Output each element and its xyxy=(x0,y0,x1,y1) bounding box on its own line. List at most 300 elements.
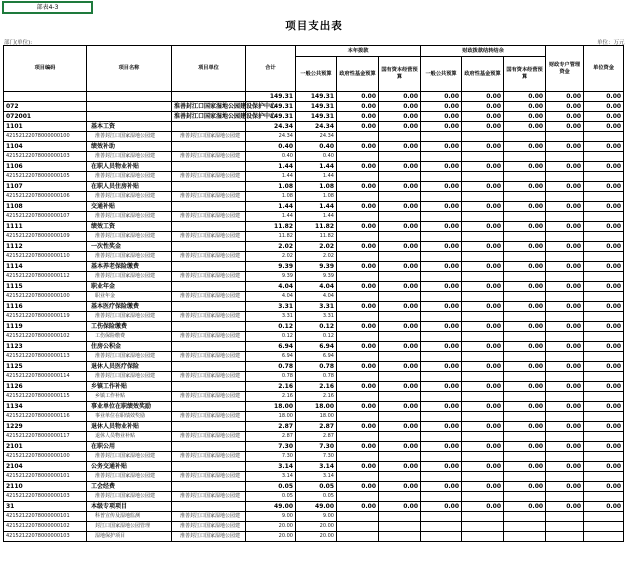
table-cell-v6[interactable]: 0.00 xyxy=(504,342,546,352)
table-cell-v2[interactable] xyxy=(337,372,379,382)
table-cell-v1[interactable]: 24.34 xyxy=(296,132,337,142)
table-cell-v7[interactable]: 0.00 xyxy=(546,182,584,192)
table-cell-v3[interactable] xyxy=(379,352,421,362)
table-cell-v4[interactable] xyxy=(421,392,462,402)
table-cell-v4[interactable] xyxy=(421,452,462,462)
table-cell-name[interactable]: 淮善封江口国家湿地公园建 xyxy=(87,452,172,462)
table-cell-v4[interactable]: 0.00 xyxy=(421,502,462,512)
table-cell-v4[interactable] xyxy=(421,352,462,362)
table-cell-total[interactable]: 20.00 xyxy=(246,532,296,542)
table-cell-v3[interactable] xyxy=(379,452,421,462)
table-cell-v4[interactable]: 0.00 xyxy=(421,202,462,212)
table-cell-v5[interactable] xyxy=(462,192,504,202)
table-cell-v3[interactable] xyxy=(379,332,421,342)
table-cell-v3[interactable]: 0.00 xyxy=(379,482,421,492)
table-cell-v3[interactable]: 0.00 xyxy=(379,262,421,272)
table-cell-code[interactable]: 31 xyxy=(4,502,87,512)
table-cell-code[interactable]: 1111 xyxy=(4,222,87,232)
table-cell-v1[interactable]: 3.14 xyxy=(296,462,337,472)
table-cell-v6[interactable] xyxy=(504,492,546,502)
table-cell-v4[interactable] xyxy=(421,432,462,442)
table-cell-v5[interactable]: 0.00 xyxy=(462,182,504,192)
table-cell-v4[interactable]: 0.00 xyxy=(421,422,462,432)
table-cell-total[interactable]: 6.94 xyxy=(246,342,296,352)
table-cell-v3[interactable]: 0.00 xyxy=(379,462,421,472)
table-cell-unit[interactable]: 淮善封江口国家湿地公园建 xyxy=(172,212,246,222)
table-cell-v7[interactable] xyxy=(546,392,584,402)
table-cell-unit[interactable]: 淮善封江口国家湿地公园建 xyxy=(172,312,246,322)
table-cell-name[interactable]: 退休人员物业补贴 xyxy=(87,422,172,432)
table-cell-name[interactable] xyxy=(87,92,172,102)
table-cell-code[interactable]: 1107 xyxy=(4,182,87,192)
table-cell-v8[interactable]: 0.00 xyxy=(584,122,624,132)
table-cell-unit[interactable] xyxy=(172,382,246,392)
table-cell-v6[interactable] xyxy=(504,192,546,202)
table-cell-unit[interactable] xyxy=(172,222,246,232)
table-cell-v1[interactable]: 1.44 xyxy=(296,202,337,212)
table-cell-v6[interactable]: 0.00 xyxy=(504,222,546,232)
table-cell-name[interactable]: 本级专项项目 xyxy=(87,502,172,512)
table-cell-unit[interactable]: 淮善封江口国家湿地公园建 xyxy=(172,252,246,262)
table-cell-v5[interactable]: 0.00 xyxy=(462,462,504,472)
table-cell-v4[interactable]: 0.00 xyxy=(421,442,462,452)
table-cell-v4[interactable]: 0.00 xyxy=(421,322,462,332)
table-cell-code[interactable]: 42152122078000000106 xyxy=(4,192,87,202)
table-cell-v4[interactable] xyxy=(421,152,462,162)
table-cell-code[interactable]: 42152122078000000117 xyxy=(4,432,87,442)
table-cell-v2[interactable] xyxy=(337,412,379,422)
table-cell-v1[interactable]: 7.30 xyxy=(296,442,337,452)
table-cell-v4[interactable] xyxy=(421,472,462,482)
table-cell-v8[interactable] xyxy=(584,252,624,262)
table-cell-code[interactable]: 1106 xyxy=(4,162,87,172)
table-cell-v3[interactable] xyxy=(379,272,421,282)
table-cell-v2[interactable] xyxy=(337,432,379,442)
table-cell-v2[interactable] xyxy=(337,212,379,222)
table-cell-name[interactable]: 淮善封江口国家湿地公园建 xyxy=(87,152,172,162)
table-cell-v6[interactable]: 0.00 xyxy=(504,122,546,132)
table-cell-unit[interactable]: 淮善封江口国家湿地公园建 xyxy=(172,512,246,522)
table-cell-v8[interactable]: 0.00 xyxy=(584,302,624,312)
table-cell-name[interactable]: 封江口国家湿地公园管理 xyxy=(87,522,172,532)
table-cell-unit[interactable] xyxy=(172,92,246,102)
table-cell-v5[interactable] xyxy=(462,522,504,532)
table-cell-total[interactable]: 2.02 xyxy=(246,242,296,252)
table-cell-v3[interactable] xyxy=(379,512,421,522)
table-cell-v6[interactable]: 0.00 xyxy=(504,142,546,152)
table-cell-unit[interactable]: 淮善封江口国家湿地公园建 xyxy=(172,172,246,182)
table-cell-v7[interactable]: 0.00 xyxy=(546,282,584,292)
table-cell-v4[interactable]: 0.00 xyxy=(421,362,462,372)
table-cell-v2[interactable] xyxy=(337,192,379,202)
table-cell-total[interactable]: 1.08 xyxy=(246,192,296,202)
table-cell-v4[interactable] xyxy=(421,312,462,322)
table-cell-v2[interactable]: 0.00 xyxy=(337,222,379,232)
table-cell-code[interactable]: 1125 xyxy=(4,362,87,372)
table-cell-unit[interactable]: 淮善封江口国家湿地公园建 xyxy=(172,412,246,422)
table-cell-total[interactable]: 7.30 xyxy=(246,442,296,452)
table-cell-v3[interactable]: 0.00 xyxy=(379,302,421,312)
table-cell-v2[interactable] xyxy=(337,312,379,322)
table-cell-v7[interactable]: 0.00 xyxy=(546,262,584,272)
table-cell-v7[interactable]: 0.00 xyxy=(546,382,584,392)
table-cell-name[interactable]: 基本养老保险缴费 xyxy=(87,262,172,272)
table-cell-v6[interactable] xyxy=(504,252,546,262)
table-cell-v4[interactable] xyxy=(421,132,462,142)
table-cell-v1[interactable]: 1.44 xyxy=(296,162,337,172)
table-cell-code[interactable]: 072001 xyxy=(4,112,87,122)
table-cell-total[interactable]: 49.00 xyxy=(246,502,296,512)
table-cell-code[interactable]: 2101 xyxy=(4,442,87,452)
table-cell-v8[interactable] xyxy=(584,212,624,222)
table-cell-v3[interactable]: 0.00 xyxy=(379,122,421,132)
table-cell-unit[interactable]: 淮善封江口国家湿地公园建 xyxy=(172,292,246,302)
table-cell-v7[interactable] xyxy=(546,472,584,482)
table-cell-v4[interactable] xyxy=(421,512,462,522)
table-cell-total[interactable]: 1.44 xyxy=(246,172,296,182)
table-cell-v4[interactable]: 0.00 xyxy=(421,402,462,412)
table-cell-v4[interactable]: 0.00 xyxy=(421,382,462,392)
table-cell-v5[interactable]: 0.00 xyxy=(462,382,504,392)
table-cell-v8[interactable]: 0.00 xyxy=(584,502,624,512)
table-cell-total[interactable]: 3.31 xyxy=(246,312,296,322)
table-cell-v2[interactable]: 0.00 xyxy=(337,302,379,312)
table-cell-v4[interactable] xyxy=(421,492,462,502)
table-cell-v6[interactable] xyxy=(504,392,546,402)
table-cell-v3[interactable]: 0.00 xyxy=(379,162,421,172)
table-cell-name[interactable]: 基本医疗保险缴费 xyxy=(87,302,172,312)
table-cell-code[interactable]: 072 xyxy=(4,102,87,112)
table-cell-name[interactable]: 交通补贴 xyxy=(87,202,172,212)
table-cell-v7[interactable]: 0.00 xyxy=(546,92,584,102)
table-cell-v2[interactable]: 0.00 xyxy=(337,502,379,512)
table-cell-v1[interactable]: 9.00 xyxy=(296,512,337,522)
table-cell-v3[interactable]: 0.00 xyxy=(379,142,421,152)
table-cell-v2[interactable]: 0.00 xyxy=(337,482,379,492)
table-cell-total[interactable]: 24.34 xyxy=(246,132,296,142)
table-cell-total[interactable]: 3.14 xyxy=(246,462,296,472)
table-cell-v5[interactable] xyxy=(462,412,504,422)
table-cell-total[interactable]: 2.02 xyxy=(246,252,296,262)
table-cell-v6[interactable]: 0.00 xyxy=(504,402,546,412)
table-cell-name[interactable]: 在职公用 xyxy=(87,442,172,452)
table-cell-total[interactable]: 6.94 xyxy=(246,352,296,362)
table-cell-unit[interactable]: 淮善封江口国家湿地公园建 xyxy=(172,432,246,442)
table-cell-v5[interactable] xyxy=(462,372,504,382)
table-cell-v1[interactable]: 24.34 xyxy=(296,122,337,132)
table-cell-v5[interactable] xyxy=(462,212,504,222)
table-cell-total[interactable]: 0.40 xyxy=(246,152,296,162)
table-cell-v5[interactable] xyxy=(462,472,504,482)
table-cell-total[interactable]: 7.30 xyxy=(246,452,296,462)
table-cell-v7[interactable]: 0.00 xyxy=(546,502,584,512)
table-cell-v5[interactable]: 0.00 xyxy=(462,482,504,492)
table-cell-unit[interactable]: 淮善封江口国家湿地公园建设保护中心 xyxy=(172,112,246,122)
table-cell-v5[interactable] xyxy=(462,352,504,362)
table-cell-v7[interactable]: 0.00 xyxy=(546,142,584,152)
table-cell-v7[interactable] xyxy=(546,192,584,202)
table-cell-total[interactable]: 24.34 xyxy=(246,122,296,132)
table-cell-v6[interactable] xyxy=(504,412,546,422)
table-cell-unit[interactable] xyxy=(172,442,246,452)
table-cell-unit[interactable]: 淮善封江口国家湿地公园建 xyxy=(172,392,246,402)
table-cell-v1[interactable]: 2.02 xyxy=(296,242,337,252)
table-cell-v2[interactable] xyxy=(337,172,379,182)
table-cell-v8[interactable] xyxy=(584,192,624,202)
table-cell-v2[interactable]: 0.00 xyxy=(337,182,379,192)
table-cell-v1[interactable]: 0.78 xyxy=(296,362,337,372)
table-cell-v2[interactable]: 0.00 xyxy=(337,92,379,102)
table-cell-name[interactable]: 淮善封江口国家湿地公园建 xyxy=(87,472,172,482)
table-cell-v7[interactable]: 0.00 xyxy=(546,112,584,122)
table-cell-v6[interactable] xyxy=(504,532,546,542)
table-cell-v8[interactable] xyxy=(584,522,624,532)
table-cell-v6[interactable]: 0.00 xyxy=(504,282,546,292)
table-cell-unit[interactable] xyxy=(172,422,246,432)
table-cell-v1[interactable]: 3.31 xyxy=(296,312,337,322)
table-cell-v3[interactable] xyxy=(379,312,421,322)
table-cell-v1[interactable]: 6.94 xyxy=(296,352,337,362)
table-cell-v7[interactable] xyxy=(546,352,584,362)
table-cell-v6[interactable] xyxy=(504,272,546,282)
table-cell-v2[interactable]: 0.00 xyxy=(337,362,379,372)
table-cell-name[interactable]: 科普宣传及湿地监测 xyxy=(87,512,172,522)
table-cell-v3[interactable]: 0.00 xyxy=(379,222,421,232)
table-cell-v6[interactable] xyxy=(504,512,546,522)
table-cell-total[interactable]: 0.05 xyxy=(246,482,296,492)
table-cell-v6[interactable]: 0.00 xyxy=(504,322,546,332)
table-cell-v7[interactable] xyxy=(546,272,584,282)
table-cell-v7[interactable]: 0.00 xyxy=(546,462,584,472)
table-cell-total[interactable]: 0.78 xyxy=(246,372,296,382)
table-cell-unit[interactable] xyxy=(172,282,246,292)
table-cell-v2[interactable]: 0.00 xyxy=(337,282,379,292)
table-cell-v4[interactable] xyxy=(421,232,462,242)
table-cell-v6[interactable]: 0.00 xyxy=(504,182,546,192)
table-cell-name[interactable]: 事业单位在职绩效奖励 xyxy=(87,412,172,422)
table-cell-v6[interactable]: 0.00 xyxy=(504,442,546,452)
table-cell-v8[interactable] xyxy=(584,232,624,242)
table-cell-v4[interactable] xyxy=(421,172,462,182)
table-cell-unit[interactable] xyxy=(172,342,246,352)
table-cell-code[interactable]: 42152122078000000102 xyxy=(4,332,87,342)
table-cell-v6[interactable]: 0.00 xyxy=(504,202,546,212)
table-cell-total[interactable]: 18.00 xyxy=(246,412,296,422)
table-cell-v8[interactable] xyxy=(584,352,624,362)
table-cell-unit[interactable]: 淮善封江口国家湿地公园建 xyxy=(172,372,246,382)
table-cell-name[interactable]: 事业单位在职绩效奖励 xyxy=(87,402,172,412)
table-cell-v8[interactable] xyxy=(584,492,624,502)
table-cell-v7[interactable]: 0.00 xyxy=(546,162,584,172)
table-cell-unit[interactable] xyxy=(172,502,246,512)
table-cell-code[interactable]: 1126 xyxy=(4,382,87,392)
table-cell-v5[interactable]: 0.00 xyxy=(462,262,504,272)
table-cell-v1[interactable]: 0.40 xyxy=(296,142,337,152)
table-cell-code[interactable]: 2104 xyxy=(4,462,87,472)
table-cell-unit[interactable]: 淮善封江口国家湿地公园建 xyxy=(172,452,246,462)
table-cell-code[interactable]: 42152122078000000101 xyxy=(4,512,87,522)
table-cell-v5[interactable]: 0.00 xyxy=(462,302,504,312)
table-cell-v7[interactable] xyxy=(546,512,584,522)
table-cell-v3[interactable]: 0.00 xyxy=(379,202,421,212)
table-cell-code[interactable]: 1134 xyxy=(4,402,87,412)
table-cell-name[interactable]: 淮善封江口国家湿地公园建 xyxy=(87,252,172,262)
table-cell-v7[interactable]: 0.00 xyxy=(546,322,584,332)
table-cell-v8[interactable] xyxy=(584,332,624,342)
table-cell-v8[interactable]: 0.00 xyxy=(584,182,624,192)
table-cell-v8[interactable] xyxy=(584,152,624,162)
table-cell-v5[interactable] xyxy=(462,292,504,302)
table-cell-v1[interactable]: 2.87 xyxy=(296,432,337,442)
table-cell-unit[interactable]: 淮善封江口国家湿地公园建 xyxy=(172,332,246,342)
table-cell-name[interactable]: 在职人员物业补贴 xyxy=(87,162,172,172)
table-cell-v7[interactable] xyxy=(546,312,584,322)
table-cell-v7[interactable] xyxy=(546,372,584,382)
table-cell-total[interactable]: 11.82 xyxy=(246,222,296,232)
table-cell-v4[interactable]: 0.00 xyxy=(421,462,462,472)
table-cell-v7[interactable]: 0.00 xyxy=(546,222,584,232)
table-cell-v5[interactable] xyxy=(462,492,504,502)
table-cell-v5[interactable] xyxy=(462,452,504,462)
table-cell-v5[interactable]: 0.00 xyxy=(462,362,504,372)
table-cell-unit[interactable] xyxy=(172,202,246,212)
table-cell-v4[interactable]: 0.00 xyxy=(421,302,462,312)
table-cell-unit[interactable]: 淮善封江口国家湿地公园建 xyxy=(172,472,246,482)
table-cell-code[interactable]: 42152122078000000110 xyxy=(4,252,87,262)
table-cell-code[interactable]: 1112 xyxy=(4,242,87,252)
table-cell-v4[interactable] xyxy=(421,192,462,202)
table-cell-v4[interactable]: 0.00 xyxy=(421,142,462,152)
table-cell-v8[interactable] xyxy=(584,432,624,442)
table-cell-v6[interactable] xyxy=(504,522,546,532)
table-cell-unit[interactable]: 淮善封江口国家湿地公园建 xyxy=(172,272,246,282)
table-cell-v4[interactable]: 0.00 xyxy=(421,102,462,112)
table-cell-code[interactable]: 1114 xyxy=(4,262,87,272)
table-cell-name[interactable]: 职业年金 xyxy=(87,292,172,302)
table-cell-v7[interactable]: 0.00 xyxy=(546,202,584,212)
table-cell-code[interactable]: 1123 xyxy=(4,342,87,352)
table-cell-v2[interactable] xyxy=(337,332,379,342)
table-cell-v7[interactable] xyxy=(546,232,584,242)
table-cell-v5[interactable] xyxy=(462,512,504,522)
table-cell-code[interactable]: 1229 xyxy=(4,422,87,432)
table-cell-v1[interactable]: 3.31 xyxy=(296,302,337,312)
table-cell-unit[interactable]: 淮善封江口国家湿地公园建 xyxy=(172,352,246,362)
table-cell-unit[interactable] xyxy=(172,462,246,472)
table-cell-v3[interactable] xyxy=(379,532,421,542)
table-cell-v6[interactable]: 0.00 xyxy=(504,362,546,372)
table-cell-v6[interactable]: 0.00 xyxy=(504,502,546,512)
table-cell-v3[interactable]: 0.00 xyxy=(379,102,421,112)
table-cell-v8[interactable] xyxy=(584,472,624,482)
table-cell-v4[interactable] xyxy=(421,292,462,302)
table-cell-v2[interactable]: 0.00 xyxy=(337,462,379,472)
table-cell-v5[interactable] xyxy=(462,312,504,322)
table-cell-unit[interactable]: 淮善封江口国家湿地公园建 xyxy=(172,132,246,142)
table-cell-unit[interactable] xyxy=(172,402,246,412)
table-cell-v2[interactable] xyxy=(337,352,379,362)
table-cell-v6[interactable]: 0.00 xyxy=(504,92,546,102)
table-cell-v5[interactable]: 0.00 xyxy=(462,142,504,152)
table-cell-v6[interactable]: 0.00 xyxy=(504,422,546,432)
table-cell-v6[interactable]: 0.00 xyxy=(504,102,546,112)
table-cell-v4[interactable] xyxy=(421,332,462,342)
table-cell-name[interactable]: 湿地保护项目 xyxy=(87,532,172,542)
table-cell-name[interactable]: 基本工资 xyxy=(87,122,172,132)
table-cell-v6[interactable]: 0.00 xyxy=(504,462,546,472)
table-cell-v8[interactable]: 0.00 xyxy=(584,402,624,412)
table-cell-code[interactable]: 1116 xyxy=(4,302,87,312)
table-cell-v3[interactable]: 0.00 xyxy=(379,182,421,192)
table-cell-v1[interactable]: 3.14 xyxy=(296,472,337,482)
table-cell-v5[interactable] xyxy=(462,432,504,442)
table-cell-v5[interactable]: 0.00 xyxy=(462,162,504,172)
table-cell-v1[interactable]: 20.00 xyxy=(296,532,337,542)
table-cell-name[interactable]: 淮善封江口国家湿地公园建 xyxy=(87,172,172,182)
table-cell-unit[interactable] xyxy=(172,122,246,132)
table-cell-v2[interactable]: 0.00 xyxy=(337,422,379,432)
table-cell-v6[interactable]: 0.00 xyxy=(504,112,546,122)
table-cell-v3[interactable]: 0.00 xyxy=(379,502,421,512)
table-cell-v2[interactable] xyxy=(337,292,379,302)
table-cell-v8[interactable]: 0.00 xyxy=(584,322,624,332)
table-cell-v1[interactable]: 1.44 xyxy=(296,172,337,182)
sheet-tab[interactable]: 部表4-3 xyxy=(2,1,93,14)
table-cell-total[interactable]: 1.08 xyxy=(246,182,296,192)
table-cell-total[interactable]: 9.39 xyxy=(246,272,296,282)
table-cell-v8[interactable] xyxy=(584,452,624,462)
table-cell-v5[interactable]: 0.00 xyxy=(462,112,504,122)
table-cell-name[interactable]: 退休人员医疗保险 xyxy=(87,362,172,372)
table-cell-code[interactable]: 1115 xyxy=(4,282,87,292)
table-cell-v4[interactable] xyxy=(421,412,462,422)
table-cell-name[interactable]: 绩效工资 xyxy=(87,222,172,232)
table-cell-v6[interactable] xyxy=(504,232,546,242)
table-cell-v4[interactable]: 0.00 xyxy=(421,182,462,192)
table-cell-total[interactable]: 3.14 xyxy=(246,472,296,482)
table-cell-code[interactable]: 42152122078000000115 xyxy=(4,392,87,402)
table-cell-v3[interactable] xyxy=(379,292,421,302)
table-cell-total[interactable]: 2.16 xyxy=(246,392,296,402)
table-cell-v6[interactable]: 0.00 xyxy=(504,382,546,392)
table-cell-v3[interactable]: 0.00 xyxy=(379,112,421,122)
table-cell-name[interactable]: 淮善封江口国家湿地公园建 xyxy=(87,232,172,242)
table-cell-v2[interactable] xyxy=(337,272,379,282)
table-cell-unit[interactable] xyxy=(172,262,246,272)
table-cell-v2[interactable] xyxy=(337,232,379,242)
table-cell-name[interactable]: 淮善封江口国家湿地公园建 xyxy=(87,192,172,202)
table-cell-v3[interactable]: 0.00 xyxy=(379,402,421,412)
table-cell-unit[interactable]: 淮善封江口国家湿地公园建 xyxy=(172,192,246,202)
table-cell-v7[interactable]: 0.00 xyxy=(546,422,584,432)
table-cell-v4[interactable] xyxy=(421,272,462,282)
table-cell-v3[interactable] xyxy=(379,212,421,222)
table-cell-v7[interactable] xyxy=(546,212,584,222)
table-cell-v3[interactable] xyxy=(379,232,421,242)
table-cell-v2[interactable] xyxy=(337,512,379,522)
table-cell-v3[interactable]: 0.00 xyxy=(379,382,421,392)
table-cell-v1[interactable]: 1.08 xyxy=(296,192,337,202)
table-cell-v8[interactable] xyxy=(584,132,624,142)
table-cell-v2[interactable] xyxy=(337,472,379,482)
table-cell-name[interactable]: 淮善封江口国家湿地公园建 xyxy=(87,132,172,142)
table-cell-total[interactable]: 0.12 xyxy=(246,322,296,332)
table-cell-v2[interactable]: 0.00 xyxy=(337,402,379,412)
table-cell-total[interactable]: 1.44 xyxy=(246,162,296,172)
table-cell-v1[interactable]: 4.04 xyxy=(296,292,337,302)
table-cell-v5[interactable] xyxy=(462,532,504,542)
table-cell-unit[interactable] xyxy=(172,242,246,252)
